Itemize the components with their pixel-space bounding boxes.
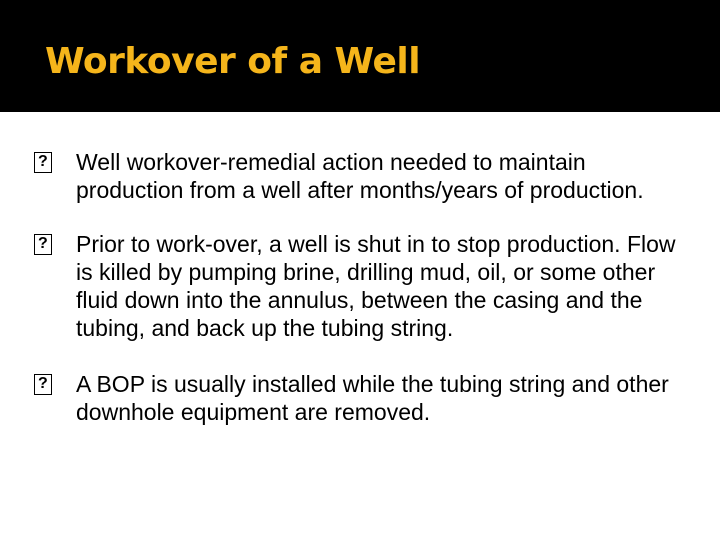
slide-title: Workover of a Well — [45, 41, 421, 82]
bullet-text: Prior to work-over, a well is shut in to stop production. Flow is killed by pumping brine, drilling mud, oil, or some other fluid down into the annulus, between the casing and the tubing, and back up the tubing string. — [76, 231, 676, 341]
bullet-text: A BOP is usually installed while the tubing string and other downhole equipment are removed. — [76, 371, 669, 425]
bullet-list — [34, 148, 684, 452]
bullet-text: Well workover-remedial action needed to maintain production from a well after months/years of production. — [76, 149, 644, 203]
missing-glyph-box-icon — [34, 374, 52, 395]
title-bar — [0, 0, 720, 112]
missing-glyph-box-icon — [34, 234, 52, 255]
missing-glyph-box-icon — [34, 152, 52, 173]
bullet-item — [34, 230, 684, 342]
bullet-item — [34, 148, 684, 204]
bullet-item — [34, 370, 684, 426]
